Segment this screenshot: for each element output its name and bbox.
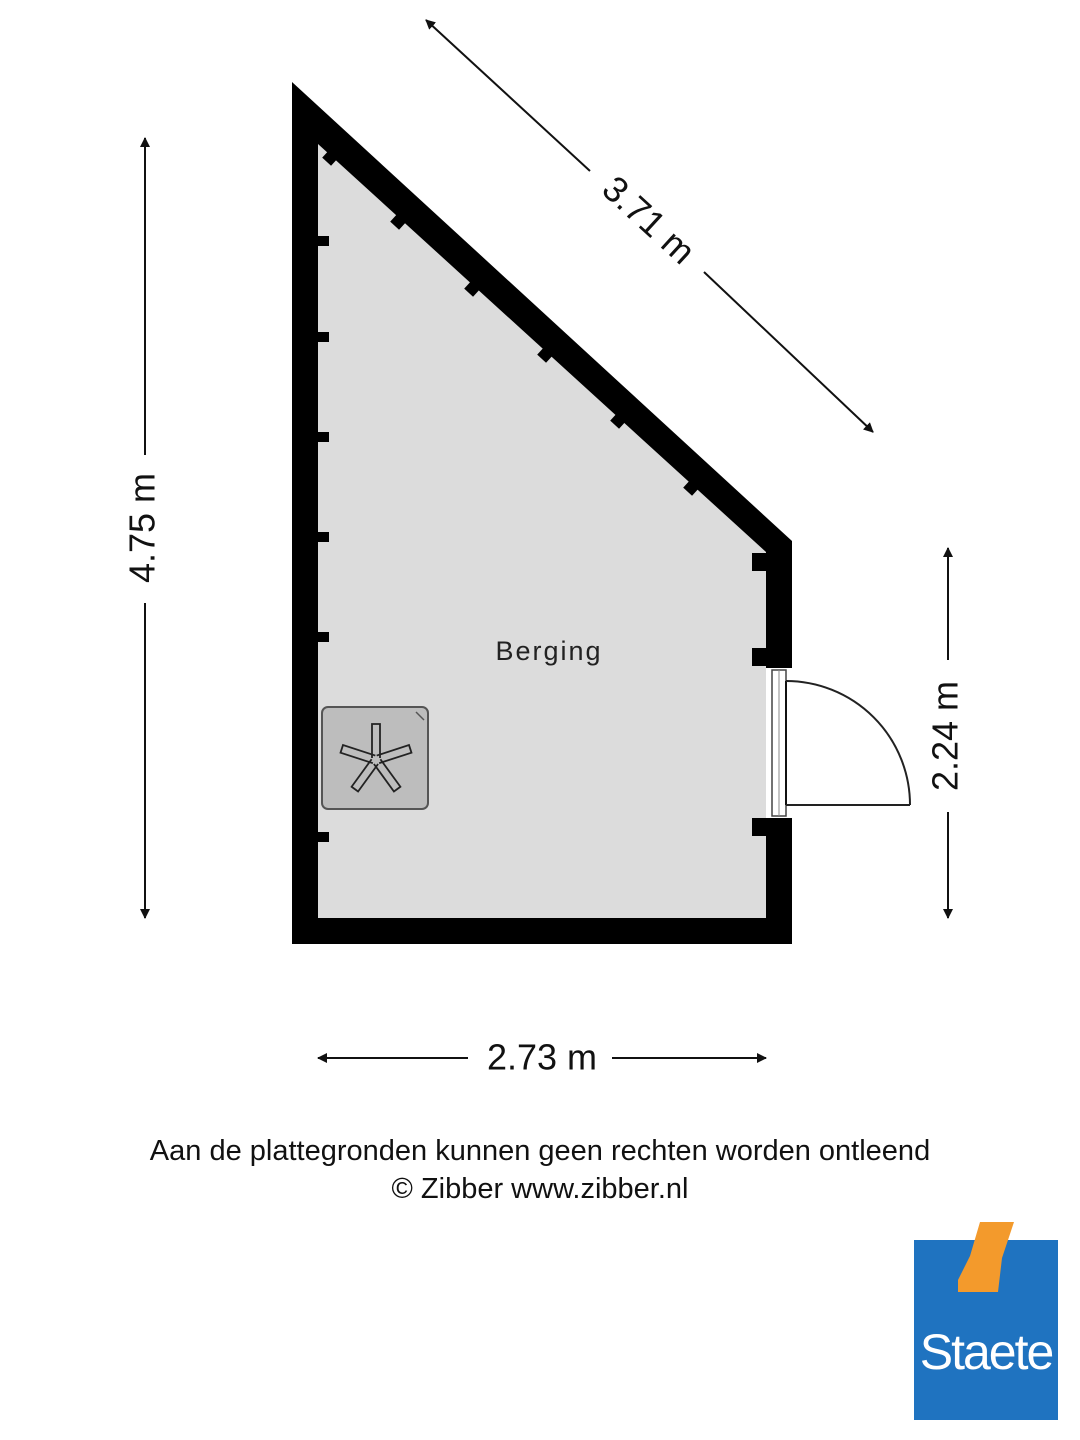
dimension-width — [318, 1037, 766, 1078]
door — [766, 668, 910, 818]
staete-logo — [914, 1220, 1058, 1420]
disclaimer-text: Aan de plattegronden kunnen geen rechten worden ontleend — [149, 1135, 931, 1167]
dimension-height — [122, 138, 163, 918]
door-swing-arc — [786, 681, 910, 805]
dimension-door-side-label: 2.24 m — [924, 680, 966, 792]
room-label: Berging — [495, 636, 603, 666]
dimension-width-label: 2.73 m — [486, 1036, 598, 1078]
copyright-text: © Zibber www.zibber.nl — [391, 1173, 689, 1205]
dimension-height-label: 4.75 m — [121, 472, 163, 584]
dimension-door-side — [925, 548, 966, 918]
dimension-diagonal-label: 3.71 m — [594, 167, 704, 273]
fan-unit — [322, 707, 428, 809]
logo-wordmark: Staete — [919, 1324, 1053, 1380]
